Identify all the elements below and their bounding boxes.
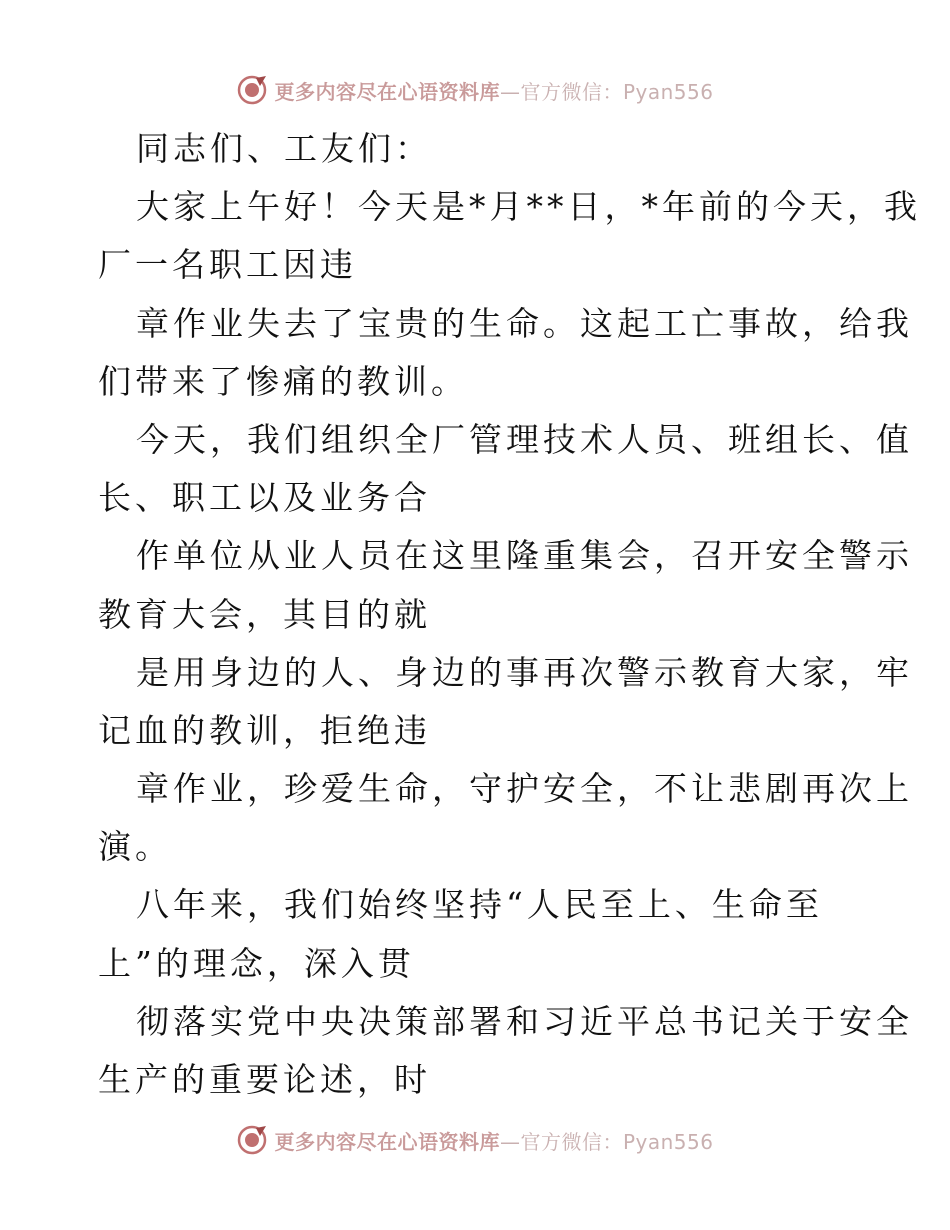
text-line: 上”的理念，深入贯 xyxy=(98,943,415,983)
footer-watermark xyxy=(0,1120,950,1160)
text-line: 生产的重要论述，时 xyxy=(98,1060,431,1099)
text-line: 今天，我们组织全厂管理技术人员、班组长、值 xyxy=(136,419,913,459)
quill-seal-icon xyxy=(236,1124,268,1156)
text-line: 演。 xyxy=(98,827,172,867)
watermark-suffix: —官方微信：Pyan556 xyxy=(499,79,714,104)
header-watermark xyxy=(0,70,950,110)
text-line: 厂一名职工因违 xyxy=(98,245,357,285)
text-line: 八年来，我们始终坚持“人民至上、生命至 xyxy=(136,885,823,925)
text-line: 教育大会，其目的就 xyxy=(98,594,431,634)
document-body xyxy=(98,120,921,1109)
text-line: 们带来了惨痛的教训。 xyxy=(98,361,468,401)
watermark-brand: 更多内容尽在心语资料库 xyxy=(274,79,500,104)
text-line: 章作业，珍爱生命，守护安全，不让悲剧再次上 xyxy=(136,769,913,809)
text-line: 章作业失去了宝贵的生命。这起工亡事故，给我 xyxy=(136,303,913,343)
text-line: 大家上午好！今天是*月**日，*年前的今天，我 xyxy=(136,187,921,227)
text-line: 记血的教训，拒绝违 xyxy=(98,710,431,750)
text-line: 作单位从业人员在这里隆重集会，召开安全警示 xyxy=(136,536,913,576)
text-line: 长、职工以及业务合 xyxy=(98,478,431,518)
watermark-text xyxy=(274,76,713,105)
quill-seal-icon xyxy=(236,74,268,106)
text-line: 同志们、工友们： xyxy=(136,129,432,168)
watermark-brand: 更多内容尽在心语资料库 xyxy=(274,1129,500,1154)
watermark-text xyxy=(274,1126,713,1155)
watermark-suffix: —官方微信：Pyan556 xyxy=(499,1129,714,1154)
text-line: 彻落实党中央决策部署和习近平总书记关于安全 xyxy=(136,1001,913,1041)
text-line: 是用身边的人、身边的事再次警示教育大家，牢 xyxy=(136,652,913,692)
